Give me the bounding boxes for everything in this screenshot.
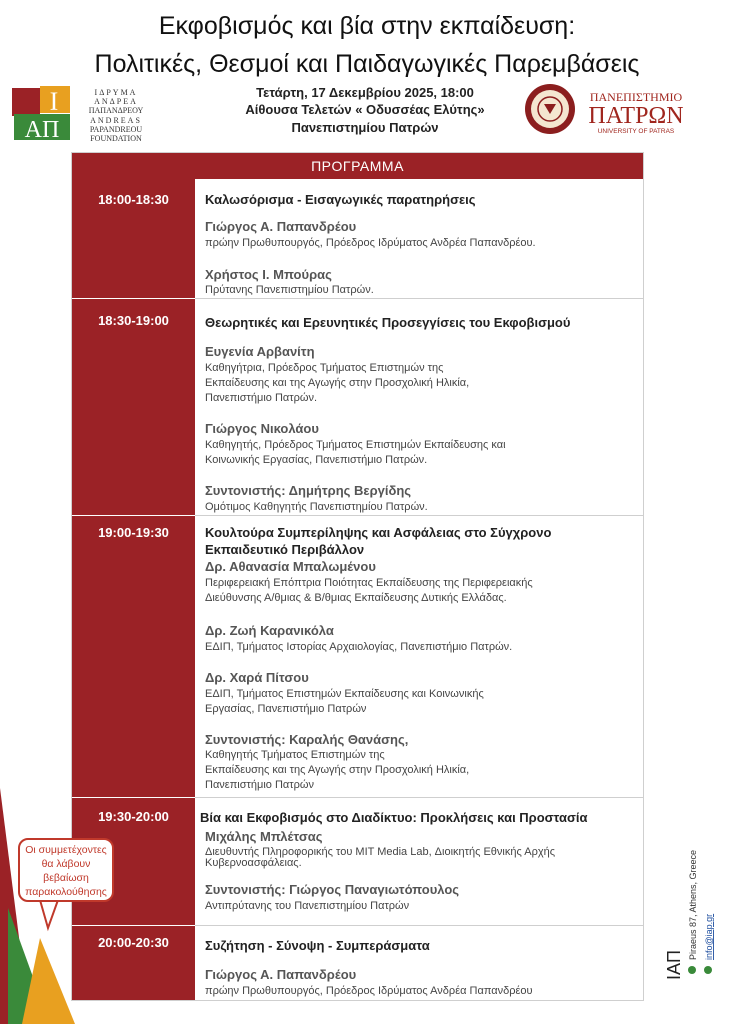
speaker-role: Διευθυντής Πληροφορικής του MIT Media Lab, Διοικητής Εθνικής Αρχής (205, 846, 556, 858)
iap-foundation-logo (12, 86, 162, 142)
note-line: παρακολούθησης (25, 886, 107, 898)
speaker-role: πρώην Πρωθυπουργός, Πρόεδρος Ιδρύματος Ανδρέα Παπανδρέου (205, 985, 533, 997)
speaker-name: Γιώργος Α. Παπανδρέου (205, 967, 357, 982)
program-table (71, 152, 644, 1001)
logo-letters-bottom: ΑΠ (24, 117, 60, 142)
logo-greek-3: ΠΑΠΑΝΔΡΕΟΥ (88, 106, 144, 115)
event-university: Πανεπιστημίου Πατρών (291, 120, 439, 135)
moderator-role: Καθηγητής Τμήματος Επιστημών της (205, 749, 385, 761)
event-venue: Αίθουσα Τελετών « Οδυσσέας Ελύτης» (245, 102, 485, 117)
bubble-tail (40, 900, 58, 928)
speaker-name: Ευγενία Αρβανίτη (205, 344, 315, 359)
speaker-name: Δρ. Αθανασία Μπαλωμένου (205, 559, 376, 574)
speaker-role: Καθηγήτρια, Πρόεδρος Τμήματος Επιστημών της (205, 362, 444, 374)
note-line: Οι συμμετέχοντες (25, 844, 107, 856)
session-divider (195, 298, 643, 299)
certificate-note (0, 788, 120, 1024)
session-time: 19:30-20:00 (98, 809, 169, 824)
speaker-name: Γιώργος Νικολάου (205, 421, 319, 436)
session-title: Βία και Εκφοβισμός στο Διαδίκτυο: Προκλήσεις και Προστασία (200, 810, 588, 825)
moderator-role: Αντιπρύτανης του Πανεπιστημίου Πατρών (205, 900, 410, 912)
side-brand: ΙΑΠ (664, 949, 684, 980)
session-title-line1: Κουλτούρα Συμπερίληψης και Ασφάλειας στο Σύγχρονο (205, 525, 552, 540)
session-time: 18:00-18:30 (98, 192, 169, 207)
speaker-role: Πρύτανης Πανεπιστημίου Πατρών. (205, 284, 374, 296)
logo-letter-top: Ι (49, 87, 59, 116)
up-name-1: ΠΑΝΕΠΙΣΤΗΜΙΟ (589, 90, 683, 104)
speaker-role: Πανεπιστήμιο Πατρών. (205, 392, 317, 404)
speaker-name: Δρ. Χαρά Πίτσου (205, 670, 309, 685)
speaker-role: Περιφερειακή Επόπτρια Ποιότητας Εκπαίδευσης της Περιφερειακής (205, 577, 533, 589)
speaker-name: Μιχάλης Μπλέτσας (205, 829, 323, 844)
session-title: Καλωσόρισμα - Εισαγωγικές παρατηρήσεις (205, 192, 476, 207)
up-name-2: ΠΑΤΡΩΝ (588, 103, 684, 129)
logo-greek-2: ΑΝΔΡΕΑ (94, 97, 138, 106)
certificate-note-bubble (18, 838, 114, 902)
speaker-role: ΕΔΙΠ, Τμήματος Ιστορίας Αρχαιολογίας, Πανεπιστήμιο Πατρών. (205, 641, 513, 653)
logo-english-3: FOUNDATION (90, 134, 142, 142)
speaker-role: Κυβερνοασφάλειας. (205, 857, 302, 869)
speaker-role: πρώην Πρωθυπουργός, Πρόεδρος Ιδρύματος Ανδρέα Παπανδρέου. (205, 237, 536, 249)
moderator-role: Ομότιμος Καθηγητής Πανεπιστημίου Πατρών. (205, 501, 428, 513)
session-time: 19:00-19:30 (98, 525, 169, 540)
university-of-patras-logo (524, 82, 694, 138)
session-time: 18:30-19:00 (98, 313, 169, 328)
speaker-role: Κοινωνικής Εργασίας, Πανεπιστήμιο Πατρών. (205, 454, 428, 466)
side-email: info@iap.gr (704, 913, 714, 960)
speaker-role: Διεύθυνσης Α/θμιας & Β/θμιας Εκπαίδευσης Δυτικής Ελλάδας. (205, 592, 507, 604)
session-divider (195, 925, 643, 926)
side-contact (650, 820, 730, 1020)
speaker-name: Χρήστος Ι. Μπούρας (205, 267, 332, 282)
logo-greek-1: ΙΔΡΥΜΑ (94, 88, 138, 97)
note-line: βεβαίωση (43, 872, 89, 884)
note-line: θα λάβουν (41, 858, 91, 870)
session-title: Θεωρητικές και Ερευνητικές Προσεγγίσεις του Εκφοβισμού (205, 315, 571, 330)
session-divider (195, 797, 643, 798)
program-heading: ΠΡΟΓΡΑΜΜΑ (72, 153, 643, 179)
logo-english-2: PAPANDREOU (89, 125, 143, 134)
speaker-name: Δρ. Ζωή Καρανικόλα (205, 623, 334, 638)
moderator-role: Εκπαίδευσης και της Αγωγής στην Προσχολική Ηλικία, (205, 764, 470, 776)
up-name-en: UNIVERSITY OF PATRAS (597, 128, 675, 135)
logo-english-1: ANDREAS (90, 116, 142, 125)
speaker-role: Εκπαίδευσης και της Αγωγής στην Προσχολική Ηλικία, (205, 377, 470, 389)
speaker-role: Καθηγητής, Πρόεδρος Τμήματος Επιστημών Εκπαίδευσης και (205, 439, 506, 451)
page-title-line1: Εκφοβισμός και βία στην εκπαίδευση: (158, 12, 576, 40)
side-address: Piraeus 87, Athens, Greece (688, 849, 698, 960)
speaker-role: ΕΔΙΠ, Τμήματος Επιστημών Εκπαίδευσης και Κοινωνικής (205, 688, 484, 700)
session-title: Συζήτηση - Σύνοψη - Συμπεράσματα (205, 938, 430, 953)
event-date: Τετάρτη, 17 Δεκεμβρίου 2025, 18:00 (256, 85, 474, 100)
logo-square-red (12, 88, 40, 116)
speaker-name: Γιώργος Α. Παπανδρέου (205, 219, 357, 234)
moderator-name: Συντονιστής: Καραλής Θανάσης, (205, 732, 409, 747)
page-title-line2: Πολιτικές, Θεσμοί και Παιδαγωγικές Παρεμβάσεις (94, 50, 640, 78)
session-time: 20:00-20:30 (98, 935, 169, 950)
moderator-name: Συντονιστής: Γιώργος Παναγιωτόπουλος (205, 882, 460, 897)
session-divider (195, 515, 643, 516)
session-title-line2: Εκπαιδευτικό Περιβάλλον (205, 542, 365, 557)
moderator-role: Πανεπιστήμιο Πατρών (205, 779, 314, 791)
globe-icon (704, 966, 712, 974)
speaker-role: Εργασίας, Πανεπιστήμιο Πατρών (205, 703, 367, 715)
location-pin-icon (688, 966, 696, 974)
moderator-name: Συντονιστής: Δημήτρης Βεργίδης (205, 483, 412, 498)
